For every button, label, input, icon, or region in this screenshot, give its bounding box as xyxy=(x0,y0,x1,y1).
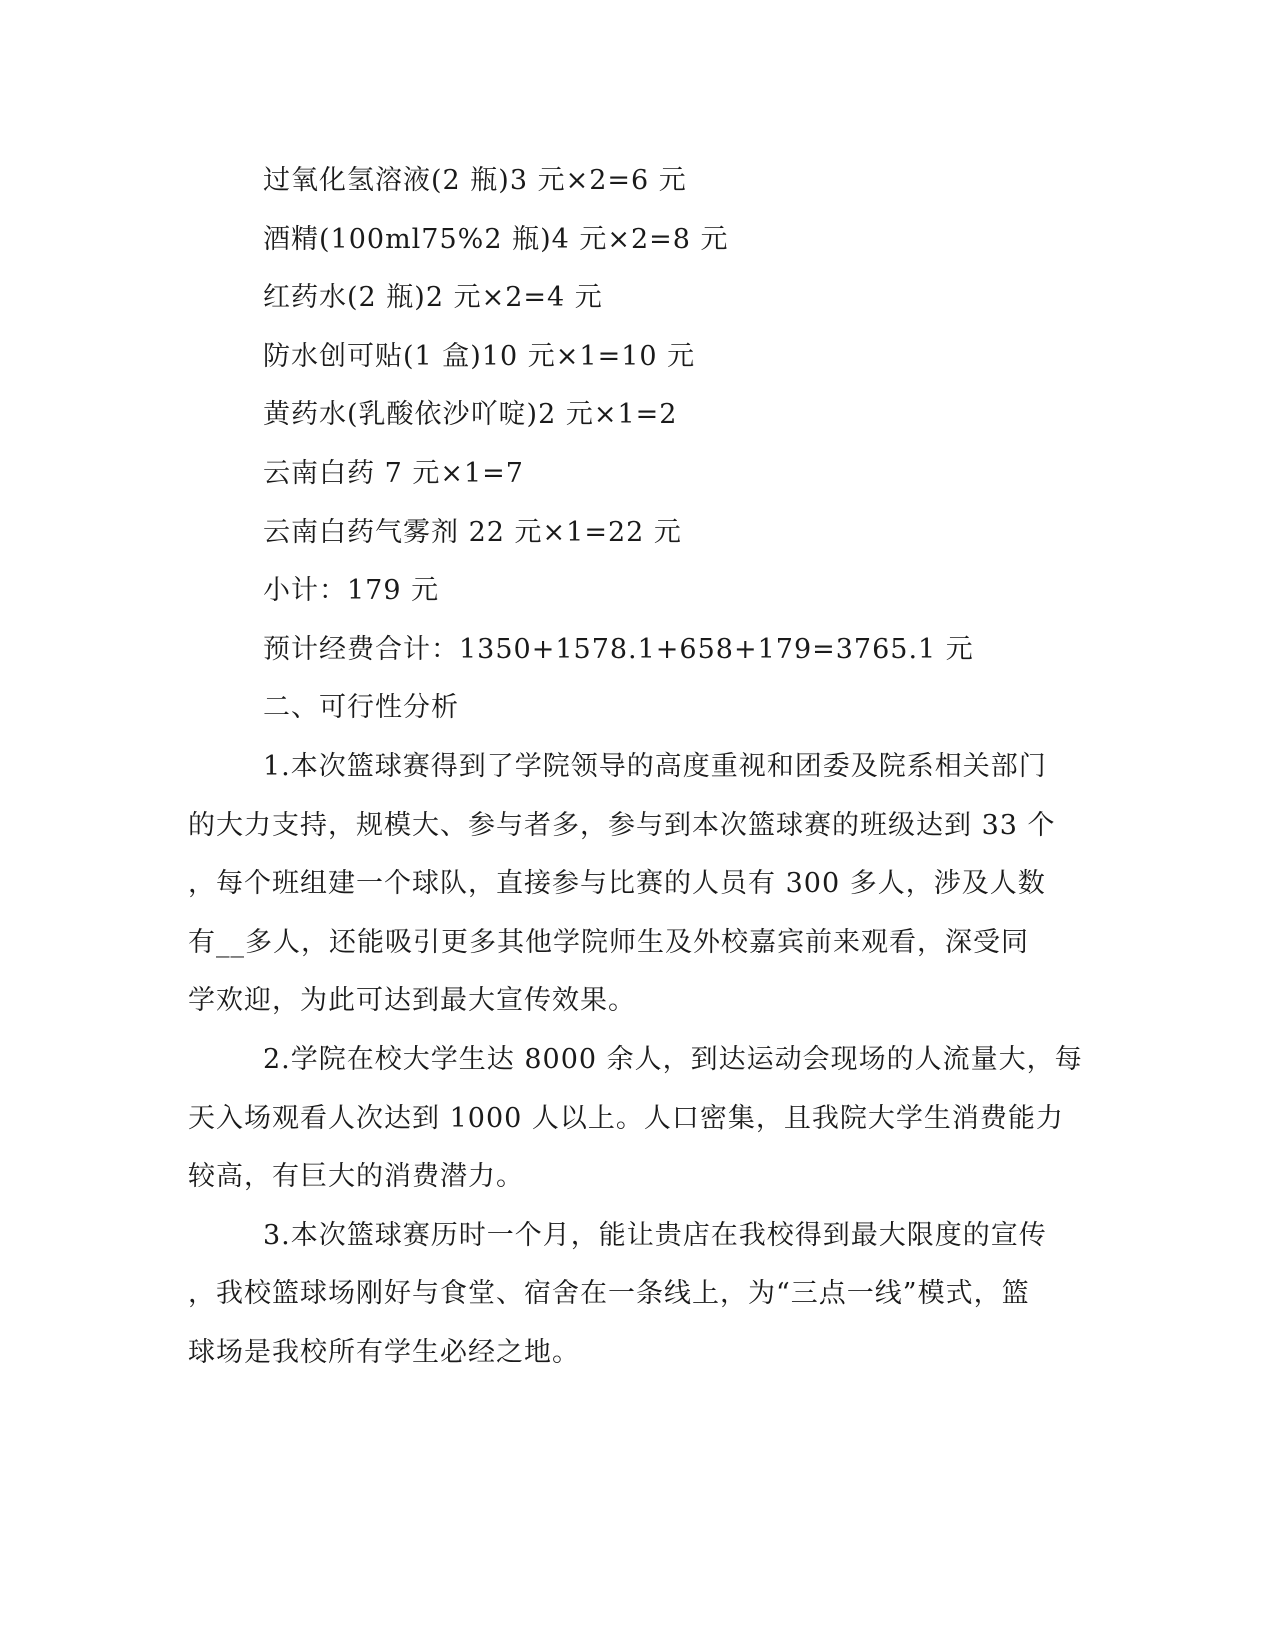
paragraph-line: 1.本次篮球赛得到了学院领导的高度重视和团委及院系相关部门 xyxy=(263,751,1047,782)
expense-item-bandages: 防水创可贴(1 盒)10 元×1=10 元 xyxy=(263,341,696,372)
paragraph-line: ，我校篮球场刚好与食堂、宿舍在一条线上，为“三点一线”模式，篮 xyxy=(188,1278,1030,1309)
paragraph-line: 学欢迎，为此可达到最大宣传效果。 xyxy=(188,985,636,1016)
paragraph-line: 有__多人，还能吸引更多其他学院师生及外校嘉宾前来观看，深受同 xyxy=(188,927,1029,958)
expense-subtotal: 小计：179 元 xyxy=(263,575,440,606)
expense-item-yellow-medicine: 黄药水(乳酸依沙吖啶)2 元×1=2 xyxy=(263,399,678,430)
expense-item-alcohol: 酒精(100ml75%2 瓶)4 元×2=8 元 xyxy=(263,224,729,255)
paragraph-line: 3.本次篮球赛历时一个月，能让贵店在我校得到最大限度的宣传 xyxy=(263,1220,1047,1251)
expense-item-yunnan-baiyao-spray: 云南白药气雾剂 22 元×1=22 元 xyxy=(263,517,682,548)
paragraph-line: 天入场观看人次达到 1000 人以上。人口密集，且我院大学生消费能力 xyxy=(188,1103,1064,1134)
expense-item-hydrogen-peroxide: 过氧化氢溶液(2 瓶)3 元×2=6 元 xyxy=(263,165,687,196)
section-heading-feasibility: 二、可行性分析 xyxy=(263,692,459,723)
paragraph-line: ，每个班组建一个球队，直接参与比赛的人员有 300 多人，涉及人数 xyxy=(188,868,1046,899)
paragraph-line: 2.学院在校大学生达 8000 余人，到达运动会现场的人流量大，每 xyxy=(263,1044,1083,1075)
paragraph-line: 较高，有巨大的消费潜力。 xyxy=(188,1161,524,1192)
paragraph-line: 球场是我校所有学生必经之地。 xyxy=(188,1337,580,1368)
expense-item-red-medicine: 红药水(2 瓶)2 元×2=4 元 xyxy=(263,282,603,313)
paragraph-line: 的大力支持，规模大、参与者多，参与到本次篮球赛的班级达到 33 个 xyxy=(188,810,1056,841)
expense-item-yunnan-baiyao: 云南白药 7 元×1=7 xyxy=(263,458,524,489)
expense-grand-total: 预计经费合计：1350+1578.1+658+179=3765.1 元 xyxy=(263,634,974,665)
